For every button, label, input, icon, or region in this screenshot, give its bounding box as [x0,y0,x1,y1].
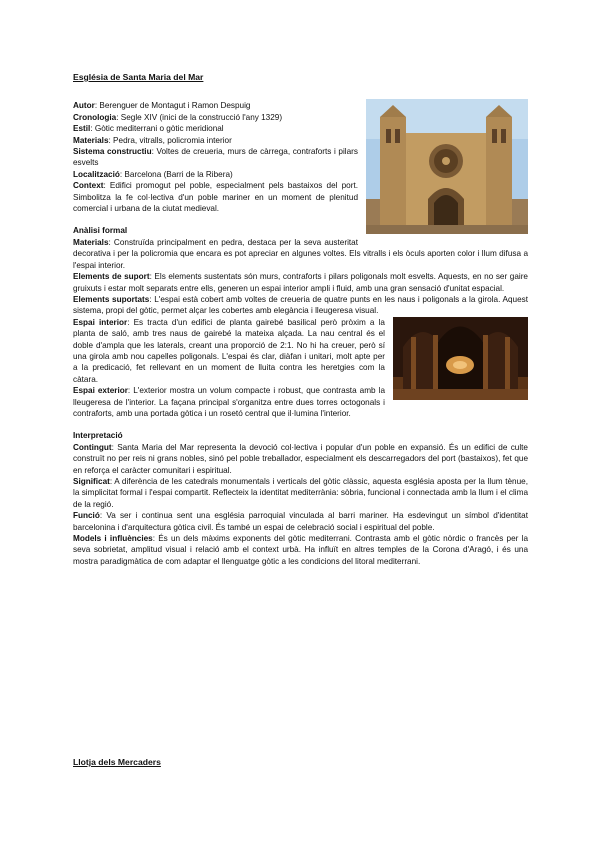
intro-cronologia: Cronologia: Segle XIV (inici de la construcció l'any 1329) [73,112,283,122]
interior-image [393,317,528,400]
interp-heading: Interpretació [73,431,123,441]
document-body [73,72,528,567]
formal-heading: Anàlisi formal [73,226,128,236]
intro-sistema: Sistema constructiu: Voltes de creueria, murs de càrrega, contraforts i pilars esvelts [73,147,358,168]
formal-materials: Materials: Construïda principalment en pedra, destaca per la seva austeritat decorativa i per la policromia que encara es pot apreciar en algunes voltes. Els vitralls i els òculs aporten color i llum difusa a l'espai interior. [73,237,528,270]
intro-localitzacio: Localització: Barcelona (Barri de la Ribera) [73,169,233,179]
interp-contingut: Contingut: Santa Maria del Mar representa la devoció col·lectiva i popular d'un poble en expansió. És un edifici de culte construït no per reis ni grans nobles, sinó pel poble treballador, especialment els descarregadors del port (bastaixos), fet que en reforça el caràcter comunitari i espiritual. [73,442,528,475]
intro-estil: Estil: Gòtic mediterrani o gòtic meridional [73,124,224,134]
formal-suportats: Elements suportats: L'espai està cobert amb voltes de creueria de quatre punts en les naus i poligonals a la girola. Aquest sistema, propi del gòtic, permet alçar les cobertes amb elegància i lleugeresa visual. [73,294,529,316]
interp-models: Models i influències: És un dels màxims exponents del gòtic mediterrani. Contrasta amb el gòtic nòrdic o francès per la seva sobrietat, amplitud visual i relació amb el context urbà. Ha influït en altres temples de la Corona d'Aragó, i és una mostra paradigmàtica de com adaptar el llenguatge gòtic a les condicions del litoral mediterrani. [73,534,528,566]
formal-suport: Elements de suport: Els elements sustentats són murs, contraforts i pilars poligonals molt esvelts. Aquests, en no ser gaire gruixuts i estar molt separats entre ells, generen un espai interior ampli i fluid, amb una gran sensació d'unitat espacial. [73,272,528,293]
facade-image [366,99,528,234]
interp-significat: Significat: A diferència de les catedrals monumentals i verticals del gòtic clàssic, aquesta església aposta per la llum tènue, la simplicitat formal i l'espai compartit. Reflecteix la identitat mediterrània: sòbria, funcional i connectada amb la llum i el clima de la regió. [73,477,528,509]
next-section-title: Llotja dels Mercaders [73,757,161,767]
interp-funcio: Funció: Va ser i continua sent una església parroquial vinculada al barri mariner. Ha esdevingut un símbol d'identitat barcelonina i d'arquitectura gòtica civil. És també un espai de celebració social i espiritual del poble. [73,511,528,532]
intro-materials: Materials: Pedra, vitralls, policromia interior [73,135,232,145]
intro-autor: Autor: Berenguer de Montagut i Ramon Despuig [73,101,251,111]
formal-interior: Espai interior: Es tracta d'un edifici de planta gairebé basilical però pròxim a la planta de saló, amb tres naus de gairebé la mateixa alçada. La nau central és el doble d'ampla que les laterals, creant una proporció de 2:1. No hi ha creuer, però sí una girola amb nou capelles poligonals. L'espai és clar, diàfan i unitari, molt apte per a la predicació, fet rellevant en un moment de lluita contra les heretgies com la càtara. [73,317,385,384]
page-title: Església de Santa Maria del Mar [73,72,204,82]
intro-context: Context: Edifici promogut pel poble, especialment pels bastaixos del port. Simbolitza la fe col·lectiva d'un poble mariner en un moment de plenitud comercial i urbana de la ciutat medieval. [73,181,358,214]
formal-exterior: Espai exterior: L'exterior mostra un volum compacte i robust, que contrasta amb la lleugeresa de l'interior. La façana principal s'organitza entre dues torres octogonals i contraforts, amb una portada gòtica i un rosetó central que il·lumina l'interior. [73,386,385,418]
